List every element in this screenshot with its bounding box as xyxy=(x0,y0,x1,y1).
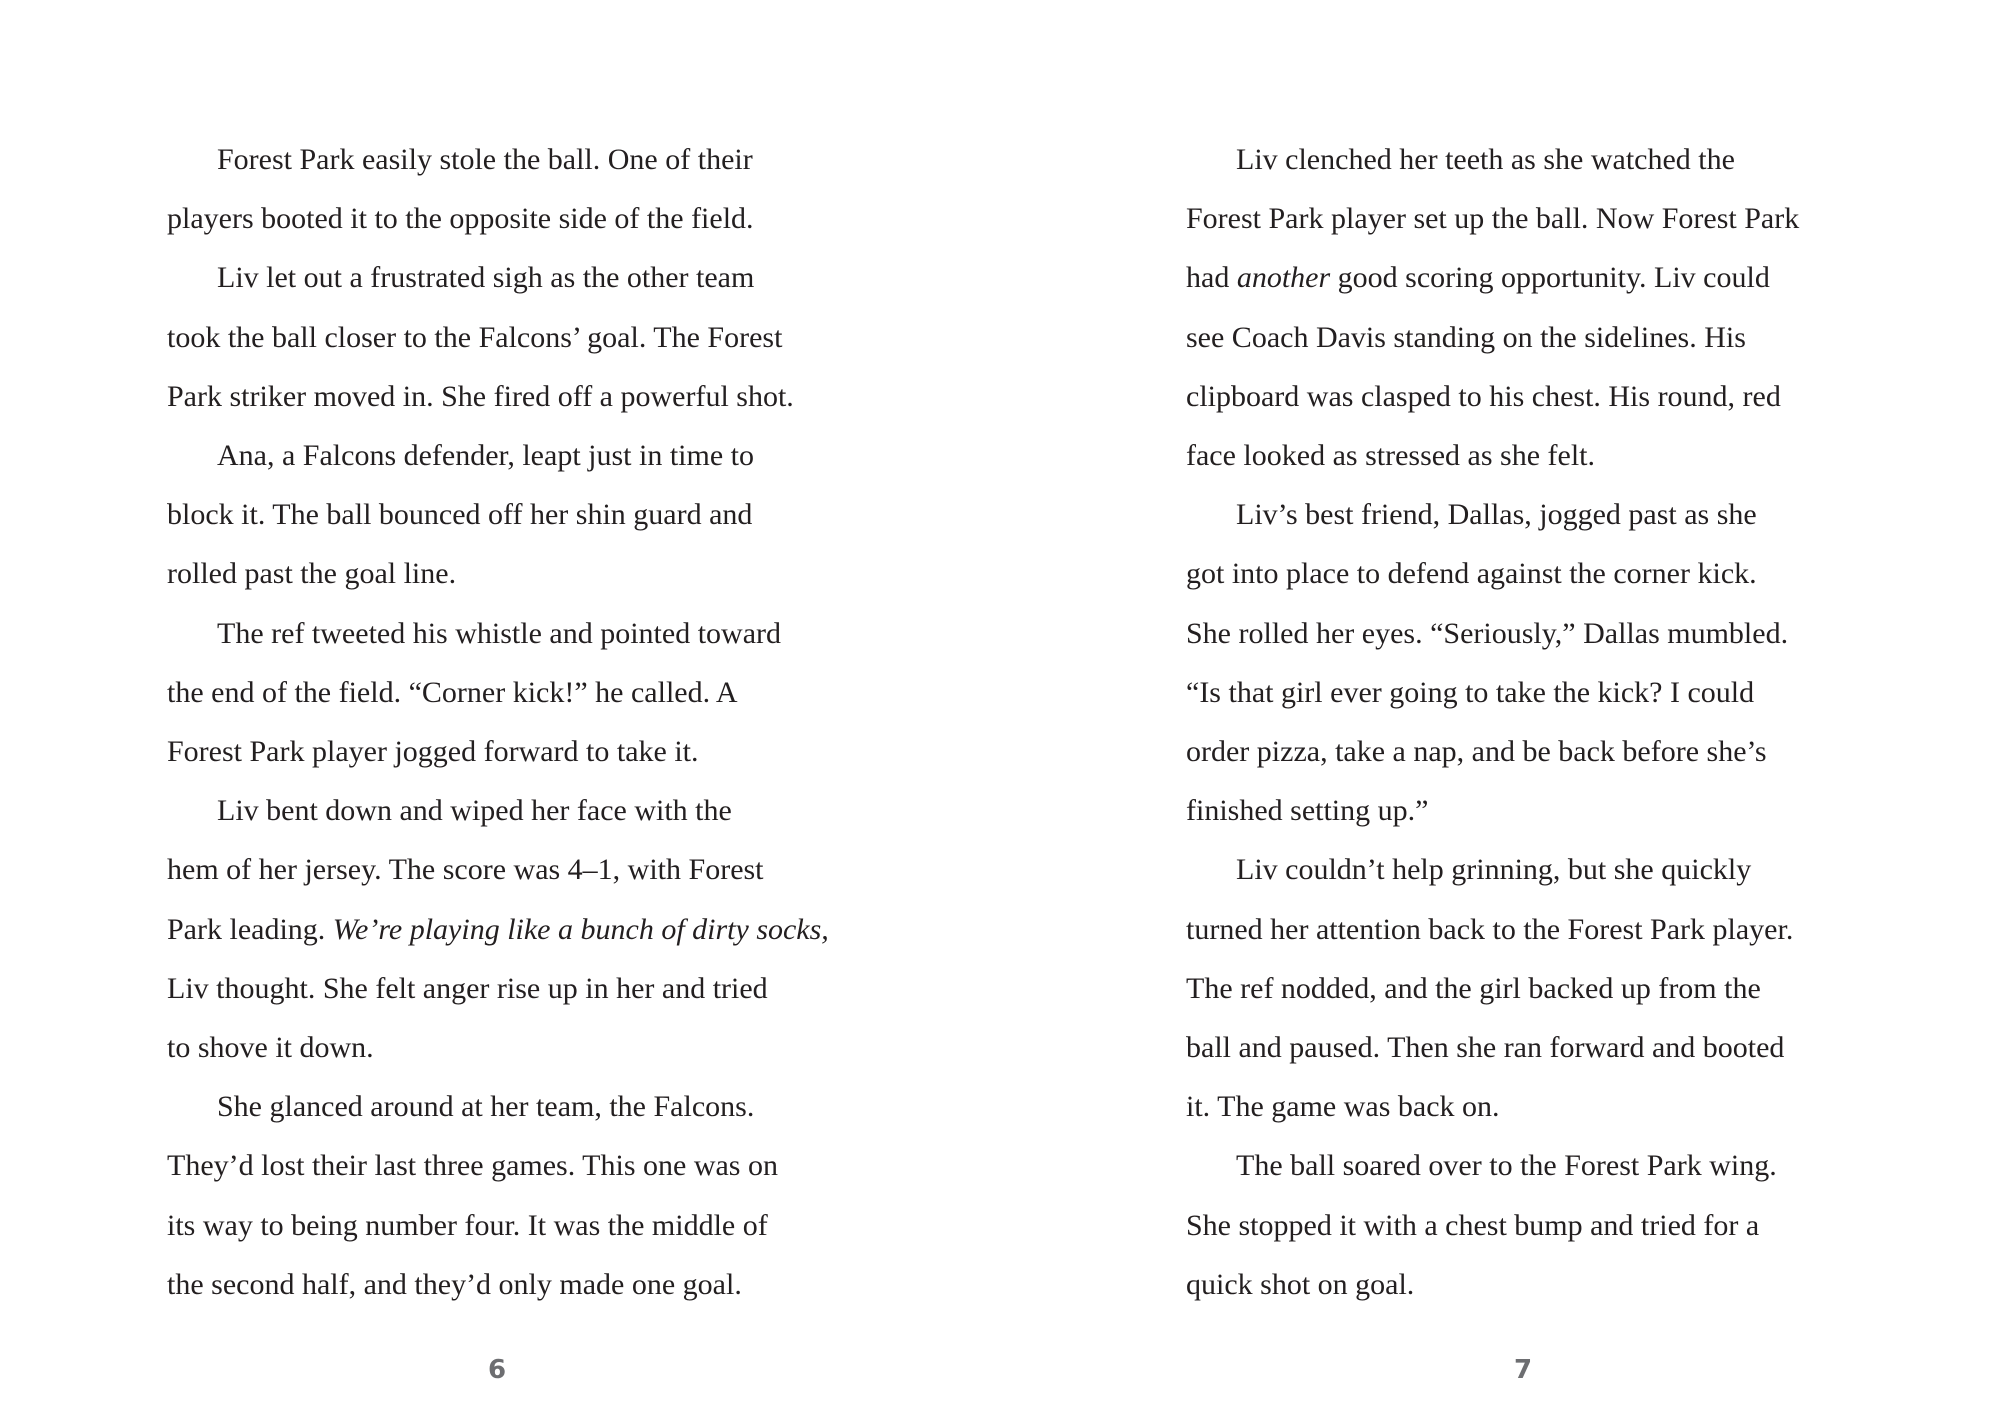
text-line: order pizza, take a nap, and be back before she’s xyxy=(1186,735,1767,769)
text-line: The ball soared over to the Forest Park wing. xyxy=(1236,1149,1777,1183)
paragraph xyxy=(167,130,847,248)
text-line: She rolled her eyes. “Seriously,” Dallas mumbled. xyxy=(1186,616,1789,650)
text-line: Liv let out a frustrated sigh as the other team xyxy=(217,261,755,295)
text-line: Liv’s best friend, Dallas, jogged past as she xyxy=(1236,498,1757,532)
right-page-text xyxy=(1186,130,1866,1314)
text-line: She stopped it with a chest bump and tried for a xyxy=(1186,1208,1760,1242)
italic-thought: We’re playing like a bunch of dirty socks, xyxy=(332,912,829,946)
text-line: The ref tweeted his whistle and pointed toward xyxy=(217,616,781,650)
text-line: Liv couldn’t help grinning, but she quickly xyxy=(1236,853,1752,887)
text-run: had xyxy=(1186,261,1237,295)
text-line: hem of her jersey. The score was 4–1, with Forest xyxy=(167,853,764,887)
paragraph xyxy=(1186,840,1866,1136)
text-run: good scoring opportunity. Liv could xyxy=(1330,261,1770,295)
text-line: the second half, and they’d only made one goal. xyxy=(167,1267,742,1301)
text-line: to shove it down. xyxy=(167,1031,374,1065)
paragraph xyxy=(167,781,847,1077)
text-line: Forest Park easily stole the ball. One of their xyxy=(217,143,753,176)
text-line: players booted it to the opposite side of the field. xyxy=(167,202,754,236)
paragraph xyxy=(1186,130,1866,485)
text-line: “Is that girl ever going to take the kick? I could xyxy=(1186,675,1755,709)
paragraph xyxy=(1186,1136,1866,1314)
text-run: Park leading. xyxy=(167,912,333,946)
paragraph xyxy=(167,248,847,426)
text-line: They’d lost their last three games. This one was on xyxy=(167,1149,778,1183)
italic-emphasis: another xyxy=(1236,261,1331,295)
right-page xyxy=(1000,0,2000,1428)
text-line: the end of the field. “Corner kick!” he called. A xyxy=(167,675,738,709)
text-line: rolled past the goal line. xyxy=(167,557,457,591)
text-line: see Coach Davis standing on the sidelines. His xyxy=(1186,320,1746,354)
paragraph xyxy=(1186,485,1866,840)
text-line: The ref nodded, and the girl backed up from the xyxy=(1186,971,1761,1005)
left-page-text xyxy=(167,130,847,1314)
text-line: Ana, a Falcons defender, leapt just in time to xyxy=(217,439,754,473)
text-line: took the ball closer to the Falcons’ goal. The Forest xyxy=(167,320,783,354)
text-line: Forest Park player jogged forward to take it. xyxy=(167,735,699,769)
text-line: Park striker moved in. She fired off a powerful shot. xyxy=(167,379,794,413)
paragraph xyxy=(167,604,847,782)
text-line: Liv clenched her teeth as she watched the xyxy=(1236,143,1735,176)
paragraph xyxy=(167,426,847,604)
text-line: block it. The ball bounced off her shin guard and xyxy=(167,498,753,532)
text-line: She glanced around at her team, the Falcons. xyxy=(217,1090,755,1124)
text-line: its way to being number four. It was the middle of xyxy=(167,1208,768,1242)
text-line: Liv bent down and wiped her face with the xyxy=(217,794,732,828)
text-line: got into place to defend against the corner kick. xyxy=(1186,557,1757,591)
page-number: 7 xyxy=(1513,1355,1533,1385)
text-line: Liv thought. She felt anger rise up in her and tried xyxy=(167,971,768,1005)
text-line: Forest Park player set up the ball. Now Forest Park xyxy=(1186,202,1800,236)
text-line: turned her attention back to the Forest Park player. xyxy=(1186,912,1794,946)
text-line: ball and paused. Then she ran forward and booted xyxy=(1186,1031,1785,1065)
text-line: it. The game was back on. xyxy=(1186,1090,1500,1124)
page-number: 6 xyxy=(487,1355,507,1385)
text-line-with-italic xyxy=(1186,248,1866,307)
text-line: finished setting up.” xyxy=(1186,794,1429,828)
paragraph xyxy=(167,1077,847,1314)
text-line: face looked as stressed as she felt. xyxy=(1186,439,1596,473)
text-line-with-italic xyxy=(167,900,847,959)
text-line: clipboard was clasped to his chest. His round, red xyxy=(1186,379,1781,413)
text-line: quick shot on goal. xyxy=(1186,1267,1415,1301)
